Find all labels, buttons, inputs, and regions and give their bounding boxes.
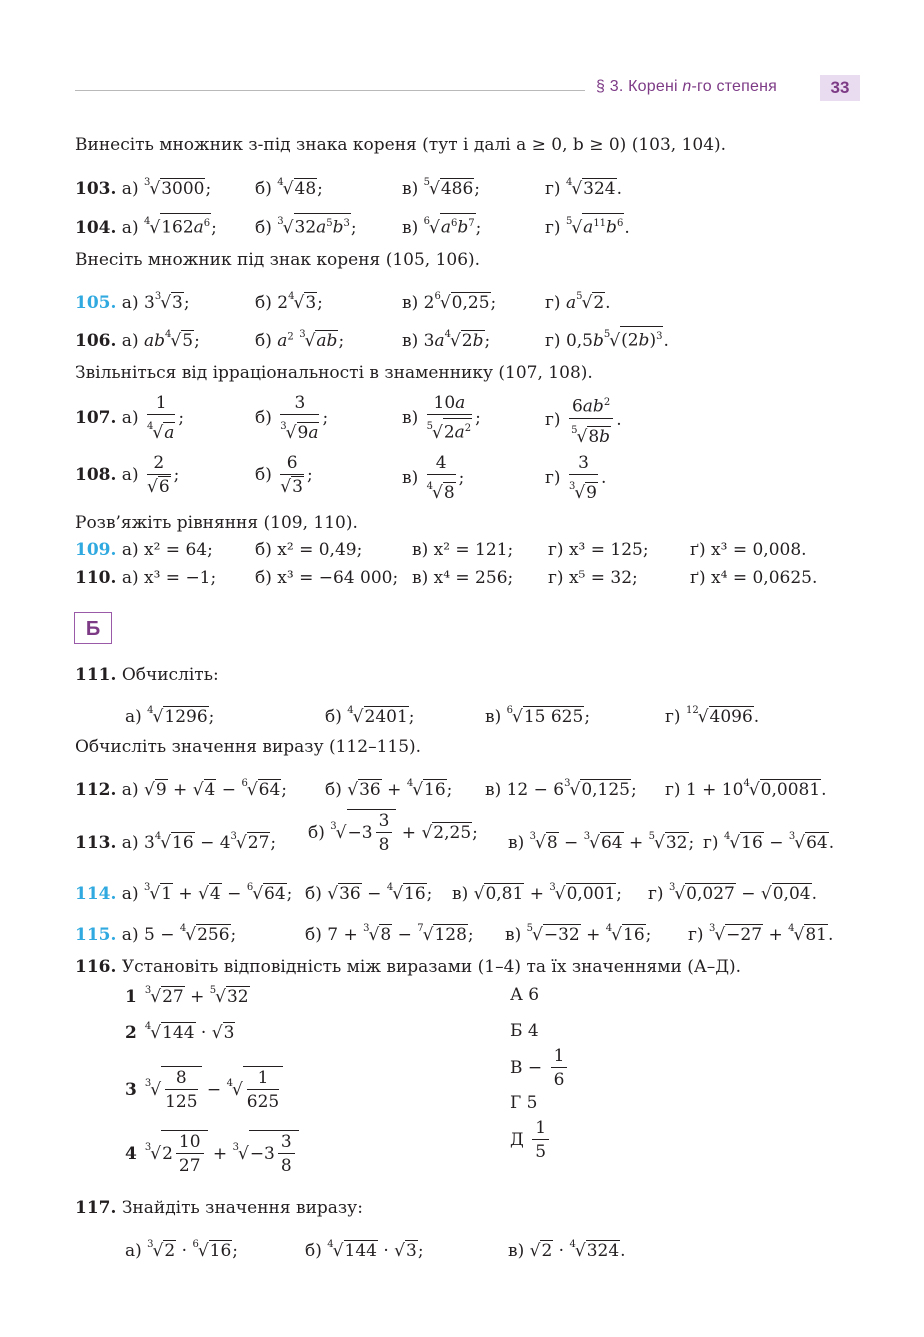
problem-108: 108. а) $\frac{2}{√6}$ ; [75,453,180,497]
problem-107: 107. а) $\frac{1}{^4√a}$ ; [75,393,185,443]
instruction-103-104: Винесіть множник з-під знака кореня (тут і далі a ≥ 0, b ≥ 0) (103, 104). [75,135,727,155]
problem-104-c: в) $^6√a^6b^7$; [402,210,481,240]
problem-110-c: в) x⁴ = 256; [412,568,514,588]
problem-103-d: г) $^4$√324. [545,177,623,199]
section-b-label: Б [74,612,112,644]
problem-114: 114. а) $^3$√1 + √4 − $^6$√64; [75,882,293,904]
problem-106-c: в) $3a^4√2b$; [402,329,491,351]
problem-114-d: г) $^3$√0,027 − √0,04. [648,882,817,904]
problem-117-c: в) √2 · $^4$√324. [508,1239,626,1261]
problem-109: 109. а) x² = 64; [75,540,213,560]
problem-117: 117. Знайдіть значення виразу: [75,1198,363,1218]
problem-108-c: в) $\frac{4}{^4√8}$ ; [402,453,465,503]
problem-110: 110. а) x³ = −1; [75,568,217,588]
problem-107-b: б) $\frac{3}{^3√9a}$ ; [255,393,329,443]
instruction-105-106: Внесіть множник під знак кореня (105, 106). [75,250,481,270]
problem-103-b: б) $^4$√48; [255,177,323,199]
problem-107-d: г) $\frac{6ab^2}{^5√8b}$ . [545,392,622,449]
match-1: 1 $^3$√27 + $^5$√32 [125,985,249,1007]
instruction-109-110: Розв’яжіть рівняння (109, 110). [75,513,358,533]
problem-115: 115. а) 5 − $^4$√256; [75,923,237,945]
match-4: 4 $^3$√2 $\frac{10}{27}$ + $^3$√−3 $\frac{3}{8}$ [125,1130,299,1178]
problem-105-b: б) $2^4√3$; [255,291,323,313]
problem-110-b: б) x³ = −64 000; [255,568,399,588]
problem-106-d: г) $0,5b^5√(2b)^3$. [545,323,669,353]
problem-112-b: б) √36 + $^4$√16; [325,778,453,800]
problem-106-b: б) $a^2$ $^3$√ab; [255,329,345,351]
problem-115-c: в) $^5$√−32 + $^4$√16; [505,923,652,945]
problem-108-d: г) $\frac{3}{^3√9}$ . [545,453,607,503]
page-number: 33 [820,75,860,101]
instruction-107-108: Звільніться від ірраціональності в знаменнику (107, 108). [75,363,593,383]
problem-109-d: г) x³ = 125; [548,540,649,560]
problem-104-d: г) $^5√a^{11}b^6$. [545,210,630,240]
problem-116: 116. Установіть відповідність між виразами (1–4) та їх значеннями (А–Д). [75,957,742,977]
problem-105: 105. а) $3^3√3$; [75,291,190,313]
problem-113-c: в) $^3$√8 − $^3$√64 + $^5$√32; [508,831,695,853]
problem-108-b: б) $\frac{6}{√3}$ ; [255,453,313,497]
problem-113-b: б) $^3$√−3 $\frac{3}{8}$ + √2,25; [308,811,478,855]
problem-113: 113. а) $3^4√16 - 4^3√27$; [75,831,277,853]
problem-111-d: г) $^{12}$√4096. [665,705,760,727]
problem-104-b: б) $^3√32a^5b^3$; [255,210,357,240]
problem-114-c: в) √0,81 + $^3$√0,001; [452,882,622,904]
problem-111-b: б) $^4$√2401; [325,705,415,727]
match-3: 3 $^3$√ $\frac{8}{125}$ − $^4$√ $\frac{1}{625}$ [125,1066,283,1114]
problem-110-e: ґ) x⁴ = 0,0625. [690,568,818,588]
problem-109-b: б) x² = 0,49; [255,540,363,560]
problem-113-d: г) $^4$√16 − $^3$√64. [703,831,835,853]
problem-114-b: б) √36 − $^4$√16; [305,882,433,904]
answer-g: Г 5 [510,1093,538,1113]
problem-105-d: г) $a^5√2$. [545,291,611,313]
header-rule [75,90,585,91]
instruction-112-115: Обчисліть значення виразу (112–115). [75,737,422,757]
problem-112: 112. а) √9 + √4 − $^6$√64; [75,778,288,800]
problem-115-d: г) $^3$√−27 + $^4$√81. [688,923,834,945]
match-2: 2 $^4$√144 · √3 [125,1021,235,1043]
problem-111-c: в) $^6$√15 625; [485,705,591,727]
problem-106: 106. а) $ab^4√5$; [75,329,200,351]
problem-103: 103. а) $^3$√3000; [75,177,212,199]
problem-104: 104. а) $^4√162a^6$; [75,210,217,240]
problem-110-d: г) x⁵ = 32; [548,568,638,588]
problem-111: 111. Обчисліть: [75,665,219,685]
section-title: § 3. Корені n-го степеня [596,78,777,95]
problem-109-e: ґ) x³ = 0,008. [690,540,807,560]
answer-v: В − $\frac{1}{6}$ [510,1045,570,1092]
problem-105-c: в) $2^6√0,25$; [402,291,497,313]
problem-109-c: в) x² = 121; [412,540,514,560]
problem-103-c: в) $^5$√486; [402,177,481,199]
problem-117-a: а) $^3$√2 · $^6$√16; [125,1239,239,1261]
problem-112-d: г) $1 + 10^4√0,0081$. [665,778,827,800]
answer-d: Д $\frac{1}{5}$ [510,1117,552,1164]
problem-107-c: в) $\frac{10a}{^5√2a^2}$ ; [402,393,481,443]
answer-a: А 6 [510,985,540,1005]
problem-115-b: б) 7 + $^3$√8 − $^7$√128; [305,923,474,945]
problem-117-b: б) $^4$√144 · √3; [305,1239,424,1261]
problem-111-a: а) $^4$√1296; [125,705,215,727]
answer-b: Б 4 [510,1021,539,1041]
problem-112-c: в) $12 - 6^3√0,125$; [485,778,637,800]
